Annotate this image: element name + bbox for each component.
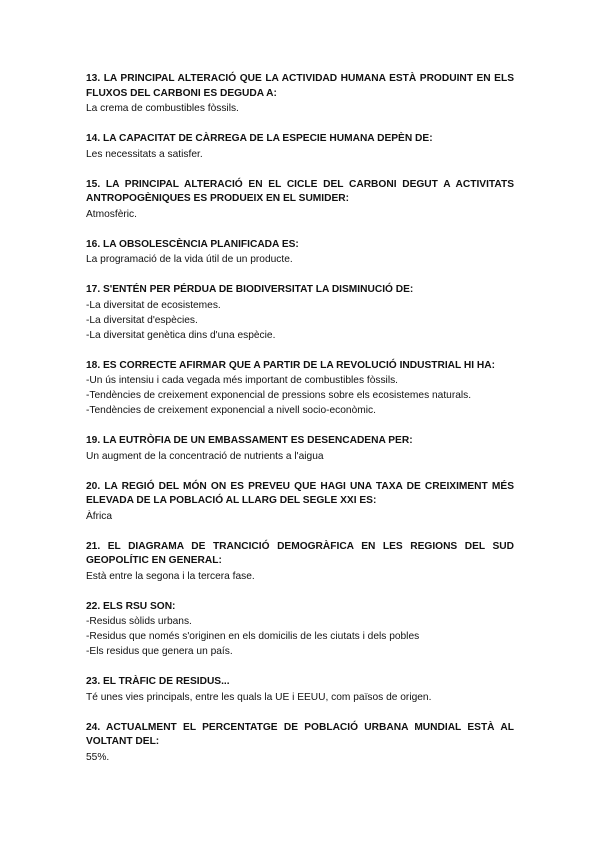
answer-line: -Residus sòlids urbans.: [86, 616, 192, 627]
question-heading: 21. EL DIAGRAMA DE TRANCICIÓ DEMOGRÀFICA EN LES REGIONS DEL SUD GEOPOLÍTIC EN GENERAL:: [86, 540, 514, 566]
answer-line: Les necessitats a satisfer.: [86, 148, 203, 160]
question-block: [86, 283, 514, 343]
question-block: [86, 480, 514, 524]
answer-line: La programació de la vida útil de un producte.: [86, 254, 293, 265]
question-heading: 23. EL TRÀFIC DE RESIDUS...: [86, 676, 230, 687]
answer-group: [86, 569, 514, 584]
question-heading: 17. S'ENTÉN PER PÉRDUA DE BIODIVERSITAT LA DISMINUCIÓ DE:: [86, 284, 414, 295]
question-block: [86, 238, 514, 268]
question-block: [86, 72, 514, 116]
question-list: [86, 72, 514, 765]
question-heading: 14. LA CAPACITAT DE CÀRREGA DE LA ESPECIE HUMANA DEPÈN DE:: [86, 133, 433, 144]
question-block: [86, 178, 514, 222]
question-heading: 16. LA OBSOLESCÈNCIA PLANIFICADA ES:: [86, 238, 299, 250]
answer-group: [86, 101, 514, 116]
answer-group: [86, 147, 514, 162]
answer-line: -La diversitat de ecosistemes.: [86, 299, 221, 311]
question-heading: 20. LA REGIÓ DEL MÓN ON ES PREVEU QUE HAGI UNA TAXA DE CREIXIMENT MÉS ELEVADA DE LA POBLACIÓ AL LLARG DEL SEGLE XXI ES:: [86, 480, 514, 506]
answer-line: Té unes vies principals, entre les quals la UE i EEUU, com països de origen.: [86, 691, 432, 703]
question-heading: 24. ACTUALMENT EL PERCENTATGE DE POBLACIÓ URBANA MUNDIAL ESTÀ AL VOLTANT DEL:: [86, 721, 514, 747]
answer-line: Un augment de la concentració de nutrients a l'aigua: [86, 450, 324, 462]
answer-line: Està entre la segona i la tercera fase.: [86, 570, 255, 582]
answer-group: [86, 252, 514, 267]
answer-group: [86, 509, 514, 524]
answer-line: La crema de combustibles fòssils.: [86, 103, 239, 114]
question-heading: 15. LA PRINCIPAL ALTERACIÓ EN EL CICLE DEL CARBONI DEGUT A ACTIVITATS ANTROPOGÈNIQUES ES PRODUEIX EN EL SUMIDER:: [86, 178, 514, 204]
question-block: [86, 359, 514, 419]
question-block: [86, 600, 514, 660]
answer-group: [86, 207, 514, 222]
question-heading: 18. ES CORRECTE AFIRMAR QUE A PARTIR DE LA REVOLUCIÓ INDUSTRIAL HI HA:: [86, 359, 496, 371]
answer-line: Àfrica: [86, 510, 113, 522]
question-heading: 13. LA PRINCIPAL ALTERACIÓ QUE LA ACTIVIDAD HUMANA ESTÀ PRODUINT EN ELS FLUXOS DEL CARBONI ES DEGUDA A:: [86, 73, 514, 99]
answer-group: [86, 614, 514, 659]
question-block: [86, 675, 514, 705]
answer-line: 55%.: [86, 751, 110, 763]
answer-group: [86, 298, 514, 343]
answer-line: -Els residus que genera un país.: [86, 646, 233, 657]
answer-group: [86, 750, 514, 765]
answer-group: [86, 449, 514, 464]
answer-line: Atmosfèric.: [86, 208, 137, 220]
answer-line: -Residus que només s'originen en els domicilis de les ciutats i dels pobles: [86, 631, 420, 642]
answer-line: -La diversitat genètica dins d'una espècie.: [86, 329, 276, 341]
question-block: [86, 434, 514, 464]
answer-line: -Un ús intensiu i cada vegada més important de combustibles fòssils.: [86, 375, 399, 386]
question-block: [86, 721, 514, 765]
question-heading: 19. LA EUTRÒFIA DE UN EMBASSAMENT ES DESENCADENA PER:: [86, 435, 413, 446]
answer-line: -Tendències de creixement exponencial de pressions sobre els ecosistemes naturals.: [86, 390, 472, 401]
question-block: [86, 132, 514, 162]
question-heading: 22. ELS RSU SON:: [86, 600, 176, 612]
answer-group: [86, 690, 514, 705]
answer-line: -La diversitat d'espècies.: [86, 314, 198, 326]
answer-line: -Tendències de creixement exponencial a nivell socio-econòmic.: [86, 405, 376, 416]
answer-group: [86, 373, 514, 418]
question-block: [86, 540, 514, 584]
